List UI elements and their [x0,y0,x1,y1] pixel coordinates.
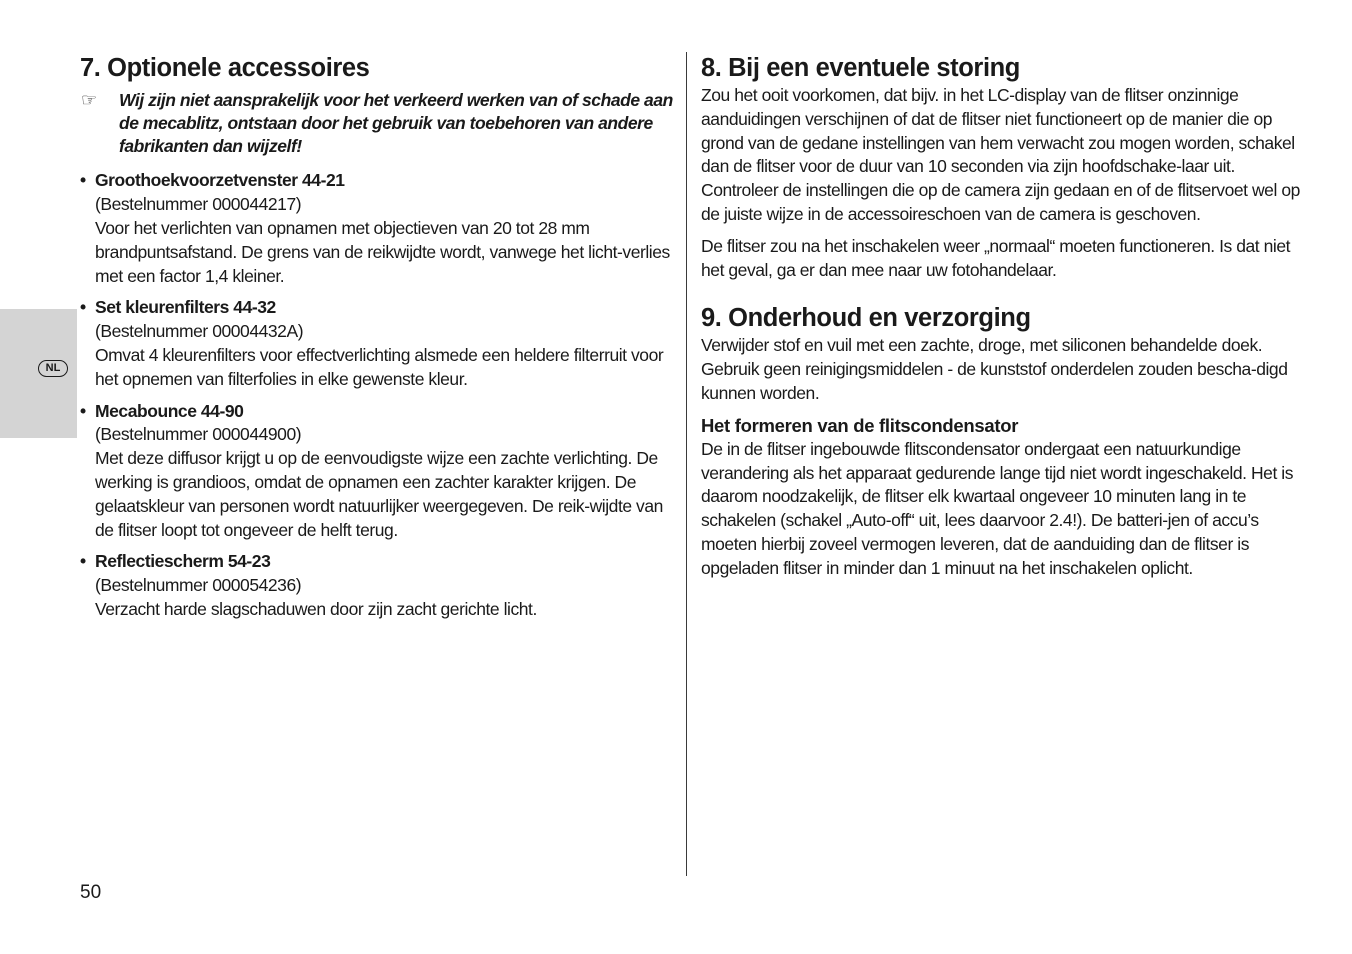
section-8-paragraph: Zou het ooit voorkomen, dat bijv. in het LC-display van de flitser onzinnige aanduidingen verschijnen of dat de flitser niet functioneert op de manier die op grond van de gedane instellingen van hem verwacht zou mogen worden, schakel dan de flitser voor de duur van 10 seconden via zijn hoofdschake-laar uit. Controleer de instellingen die op de camera zijn gedaan en of de flitservoet wel op de juiste wijze in de accessoireschoen van de camera is geschoven. [701,85,1300,224]
accessory-description: Met deze diffusor krijgt u op de eenvoudigste wijze een zachte verlichting. De werking is grandioos, omdat de opnamen een zachter karakter krijgen. De gelaatskleur van personen wordt natuurlijker weergegeven. De reik-wijdte van de flitser loopt tot ongeveer de helft terug. [95,448,663,540]
language-badge: NL [38,360,68,377]
order-number: (Bestelnummer 000044900) [95,424,302,445]
accessory-title: Reflectiescherm 54-23 [95,551,271,572]
accessory-item [80,296,680,391]
column-divider [686,52,687,876]
section-9-paragraph: Verwijder stof en vuil met een zachte, droge, met siliconen behandelde doek. Gebruik geen reinigingsmiddelen - de kunststof onderdelen zouden bescha-digd kunnen worden. [701,335,1288,403]
accessory-title: Mecabounce 44-90 [95,400,244,421]
disclaimer-note [80,89,680,157]
accessory-item [80,400,680,543]
accessory-item [80,550,680,621]
accessory-description: Voor het verlichten van opnamen met objectieven van 20 tot 28 mm brandpuntsafstand. De grens van de reikwijdte wordt, vanwege het licht-verlies met een factor 1,4 kleiner. [95,217,670,286]
right-column [701,52,1301,581]
bullet: • [80,551,87,572]
accessory-title: Set kleurenfilters 44-32 [95,297,276,318]
capacitor-paragraph: De in de flitser ingebouwde flitscondensator ondergaat een natuurkundige verandering als het apparaat gedurende lange tijd niet wordt ingeschakeld. Het is daarom noodzakelijk, de flitser elk kwartaal ongeveer 10 minuten lang in te schakelen (schakel „Auto-off“ uit, lees daarvoor 2.4!). De batteri-jen of accu’s moeten hierbij zoveel vermogen leveren, dat de aanduiding dan de flitser is opgeladen flitser in minder dan 1 minuut na het inschakelen oplicht. [701,438,1294,578]
order-number: (Bestelnummer 00004432A) [95,321,304,342]
accessory-title: Groothoekvoorzetvenster 44-21 [95,170,345,191]
disclaimer-text: Wij zijn niet aansprakelijk voor het verkeerd werken van of schade aan de mecablitz, ontstaan door het gebruik van toebehoren van andere fabrikanten dan wijzelf! [119,90,673,156]
section-9-heading: 9. Onderhoud en verzorging [701,304,1031,333]
left-column [80,52,680,622]
bullet: • [80,170,87,191]
section-7-heading: 7. Optionele accessoires [80,54,370,82]
order-number: (Bestelnummer 000044217) [95,194,302,215]
accessory-item [80,169,680,288]
accessory-description: Omvat 4 kleurenfilters voor effectverlichting alsmede een heldere filterruit voor het opnemen van filterfolies in elke gewenste kleur. [95,344,664,389]
section-8-heading: 8. Bij een eventuele storing [701,54,1020,82]
bullet: • [80,297,87,318]
accessory-description: Verzacht harde slagschaduwen door zijn zacht gerichte licht. [95,598,537,619]
order-number: (Bestelnummer 000054236) [95,575,302,596]
section-8-paragraph: De flitser zou na het inschakelen weer „normaal“ moeten functioneren. Is dat niet het geval, ga er dan mee naar uw fotohandelaar. [701,235,1291,280]
pointing-hand-icon: ☞ [81,90,98,110]
capacitor-subheading: Het formeren van de flitscondensator [701,414,1019,436]
bullet: • [80,400,87,421]
page-number: 50 [80,882,102,903]
